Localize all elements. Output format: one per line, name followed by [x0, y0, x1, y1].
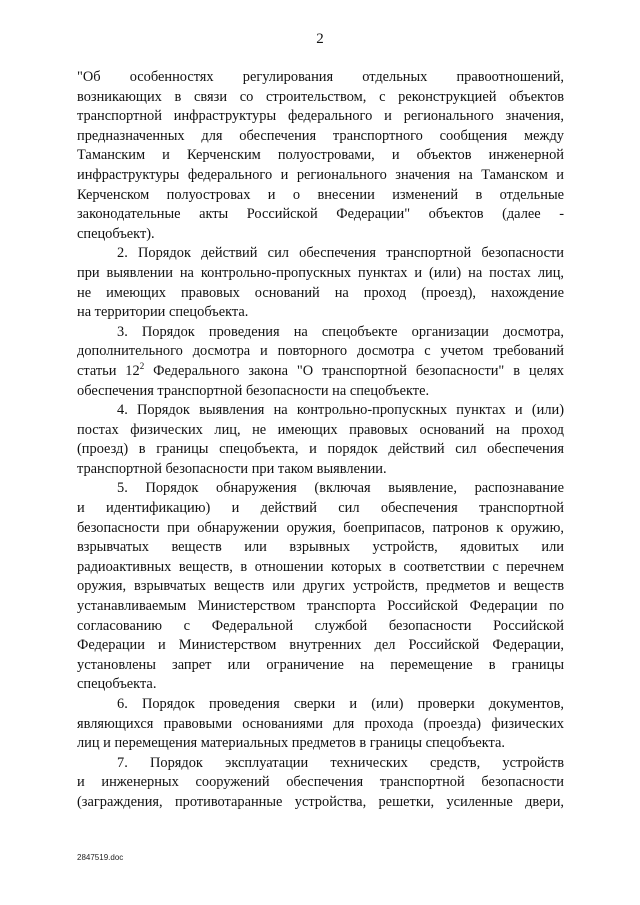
- text-line: 6. Порядок проведения сверки и (или) проверки документов,: [117, 696, 564, 712]
- file-name-footer: 2847519.doc: [77, 853, 124, 862]
- text-line: и инженерных сооружений обеспечения транспортной безопасности: [77, 774, 564, 791]
- text-line: безопасности при обнаружении оружия, боеприпасов, патронов к оружию,: [77, 519, 564, 536]
- text-line: и идентификацию) и действий сил обеспечения транспортной: [77, 500, 564, 517]
- text-line: возникающих в связи со строительством, с реконструкцией объектов: [77, 88, 564, 105]
- text-line: оружия, взрывчатых веществ или других устройств, предметов и веществ: [77, 578, 564, 595]
- text-line: согласованию с Федеральной службой безопасности Российской: [77, 617, 564, 634]
- text-line: взрывчатых веществ или взрывных устройств, ядовитых или: [77, 539, 564, 556]
- text-line: законодательные акты Российской Федерации" объектов (далее -: [77, 206, 564, 223]
- text-line: [77, 362, 564, 382]
- text-segment: Федерального закона "О транспортной безопасности" в целях: [144, 362, 564, 379]
- text-line: инфраструктуры федерального и регионального значения на Таманском и: [77, 166, 564, 183]
- text-line: лиц и перемещения материальных предметов в границы спецобъекта.: [77, 735, 506, 752]
- text-line: при выявлении на контрольно-пропускных пунктах и (или) на постах лиц,: [77, 264, 564, 281]
- text-line: "Об особенностях регулирования отдельных правоотношений,: [77, 69, 564, 85]
- text-line: предназначенных для обеспечения транспортного сообщения между: [77, 127, 564, 144]
- text-line: обеспечения транспортной безопасности на спецобъекте.: [77, 382, 430, 399]
- text-line: постах физических лиц, не имеющих правовых оснований на проход: [77, 421, 564, 438]
- text-line: установлены запрет или ограничение на перемещение в границы: [77, 656, 564, 673]
- superscript: 2: [139, 360, 145, 371]
- text-line: Керченском полуостровах и о внесении изменений в отдельные: [77, 186, 564, 203]
- text-line: 4. Порядок выявления на контрольно-пропускных пунктах и (или): [117, 402, 564, 419]
- text-line: 2. Порядок действий сил обеспечения транспортной безопасности: [117, 245, 564, 262]
- text-line: 7. Порядок эксплуатации технических средств, устройств: [117, 754, 564, 771]
- text-line: транспортной безопасности при таком выявлении.: [77, 460, 387, 477]
- text-segment: статьи 12: [77, 362, 140, 379]
- text-line: спецобъекта.: [77, 676, 157, 693]
- document-body: [77, 68, 564, 813]
- text-line: дополнительного досмотра и повторного досмотра с учетом требований: [77, 343, 564, 360]
- text-line: устанавливаемым Министерством транспорта Российской Федерации по: [77, 598, 564, 615]
- text-line: 3. Порядок проведения на спецобъекте организации досмотра,: [117, 323, 564, 340]
- text-line: Федерации и Министерством внутренних дел Российской Федерации,: [77, 637, 564, 654]
- text-line: на территории спецобъекта.: [77, 304, 249, 321]
- text-line: (проезд) в границы спецобъекта, и порядок действий сил обеспечения: [77, 441, 564, 458]
- text-line: (заграждения, противотаранные устройства, решетки, усиленные двери,: [77, 793, 564, 810]
- text-line: являющихся правовыми основаниями для прохода (проезда) физических: [77, 715, 564, 732]
- page-number: 2: [316, 31, 324, 47]
- text-line: 5. Порядок обнаружения (включая выявление, распознавание: [117, 480, 564, 497]
- text-line: радиоактивных веществ, в отношении которых в соответствии с перечнем: [77, 558, 564, 575]
- text-line: не имеющих правовых оснований на проход (проезд), нахождение: [77, 284, 564, 301]
- text-line: спецобъект).: [77, 225, 155, 242]
- text-line: Таманским и Керченским полуостровами, и объектов инженерной: [77, 147, 564, 164]
- text-line: транспортной инфраструктуры федерального и регионального значения,: [77, 108, 564, 125]
